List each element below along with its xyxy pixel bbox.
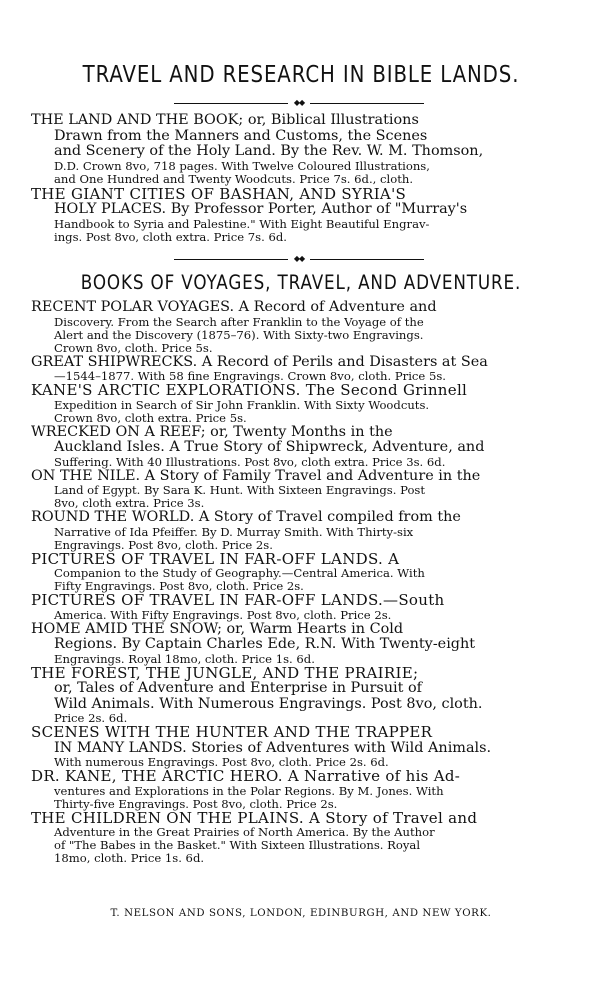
entry-title-line: SCENES WITH THE HUNTER AND THE TRAPPER <box>31 725 433 741</box>
entry-title-line: THE LAND AND THE BOOK; or, Biblical Illustrations <box>31 113 419 128</box>
catalogue-entry <box>31 593 579 622</box>
entry-description-line: Expedition in Search of Sir John Franklin. With Sixty Woodcuts. <box>54 398 430 412</box>
catalogue-entry <box>31 552 579 594</box>
entry-description-line: Adventure in the Great Prairies of North America. By the Author <box>54 826 435 839</box>
entry-description-line: 8vo, cloth extra. Price 3s. <box>54 497 205 510</box>
entry-description-line: Wild Animals. With Numerous Engravings. Post 8vo, cloth. <box>54 696 483 712</box>
catalogue-entry <box>31 355 579 384</box>
ornament-icon: ◆◆ <box>288 255 310 263</box>
entry-description-line: Auckland Isles. A True Story of Shipwreck, Adventure, and <box>54 440 485 455</box>
entry-title-line: DR. KANE, THE ARCTIC HERO. A Narrative of his Ad- <box>31 769 461 785</box>
entry-title-line: RECENT POLAR VOYAGES. A Record of Adventure and <box>31 300 437 315</box>
catalogue-entry <box>31 666 579 726</box>
catalogue-entry <box>31 187 579 245</box>
entry-description-line: Companion to the Study of Geography.—Central America. With <box>54 567 425 580</box>
entry-description-line: Discovery. From the Search after Franklin to the Voyage of the <box>54 315 424 329</box>
entry-description-line: Crown 8vo, cloth. Price 5s. <box>54 341 213 355</box>
entry-description-line: Land of Egypt. By Sara K. Hunt. With Sixteen Engravings. Post <box>54 484 426 497</box>
ornamental-divider <box>174 254 424 263</box>
ornamental-divider <box>174 98 424 107</box>
entry-description-line: Alert and the Discovery (1875–76). With Sixty-two Engravings. <box>54 328 424 342</box>
entry-description-line: of "The Babes in the Basket." With Sixteen Illustrations. Royal <box>54 839 421 852</box>
section-heading-voyages: BOOKS OF VOYAGES, TRAVEL, AND ADVENTURE. <box>80 271 522 294</box>
entry-description-line: Crown 8vo, cloth extra. Price 5s. <box>54 411 247 425</box>
entry-description-line: Drawn from the Manners and Customs, the Scenes <box>54 128 428 144</box>
entry-description-line: Handbook to Syria and Palestine." With Eight Beautiful Engrav- <box>54 217 430 231</box>
entry-title-line: PICTURES OF TRAVEL IN FAR-OFF LANDS.—South <box>31 593 445 609</box>
entry-description-line: 18mo, cloth. Price 1s. 6d. <box>54 852 205 865</box>
entry-description-line: HOLY PLACES. By Professor Porter, Author of "Murray's <box>54 202 468 218</box>
catalogue-entry <box>31 725 579 769</box>
entry-title-line: THE FOREST, THE JUNGLE, AND THE PRAIRIE; <box>31 665 419 681</box>
voyages-list <box>31 300 579 865</box>
entry-description-line: America. With Fifty Engravings. Post 8vo, cloth. Price 2s. <box>54 608 392 622</box>
entry-title-line: HOME AMID THE SNOW; or, Warm Hearts in Cold <box>31 621 404 637</box>
catalogue-entry <box>31 769 579 811</box>
catalogue-entry <box>31 469 579 511</box>
entry-description-line: Narrative of Ida Pfeiffer. By D. Murray Smith. With Thirty-six <box>54 525 414 539</box>
entry-title-line: GREAT SHIPWRECKS. A Record of Perils and Disasters at Sea <box>31 354 488 370</box>
entry-description-line: Suffering. With 40 Illustrations. Post 8vo, cloth extra. Price 3s. 6d. <box>54 455 446 469</box>
entry-description-line: and Scenery of the Holy Land. By the Rev. W. M. Thomson, <box>54 144 484 159</box>
catalogue-entry <box>31 383 579 425</box>
entry-description-line: With numerous Engravings. Post 8vo, cloth. Price 2s. 6d. <box>54 756 389 769</box>
entry-title-line: THE CHILDREN ON THE PLAINS. A Story of Travel and <box>31 810 478 826</box>
publisher-footer: T. NELSON AND SONS, LONDON, EDINBURGH, AND NEW YORK. <box>110 908 492 919</box>
catalogue-entry <box>31 425 579 469</box>
entry-description-line: Fifty Engravings. Post 8vo, cloth. Price 2s. <box>54 580 304 593</box>
section-heading-bible-lands: TRAVEL AND RESEARCH IN BIBLE LANDS. <box>82 62 520 88</box>
entry-description-line: Engravings. Post 8vo, cloth. Price 2s. <box>54 538 273 552</box>
entry-title-line: THE GIANT CITIES OF BASHAN, AND SYRIA'S <box>31 186 407 203</box>
entry-title-line: WRECKED ON A REEF; or, Twenty Months in the <box>31 424 393 440</box>
entry-description-line: D.D. Crown 8vo, 718 pages. With Twelve Coloured Illustrations, <box>54 159 430 173</box>
entry-description-line: ings. Post 8vo, cloth extra. Price 7s. 6d. <box>54 231 287 245</box>
ornament-icon: ◆◆ <box>288 99 310 107</box>
entry-title-line: ROUND THE WORLD. A Story of Travel compiled from the <box>31 510 461 525</box>
catalogue-entry <box>31 510 579 552</box>
entry-title-line: ON THE NILE. A Story of Family Travel and Adventure in the <box>31 468 481 484</box>
entry-description-line: —1544–1877. With 58 fine Engravings. Crown 8vo, cloth. Price 5s. <box>54 370 446 383</box>
entry-description-line: or, Tales of Adventure and Enterprise in Pursuit of <box>54 681 422 696</box>
entry-title-line: KANE'S ARCTIC EXPLORATIONS. The Second Grinnell <box>31 383 468 399</box>
entry-title-line: PICTURES OF TRAVEL IN FAR-OFF LANDS. A <box>31 551 400 567</box>
entry-description-line: Price 2s. 6d. <box>54 712 128 725</box>
catalogue-entry <box>31 300 579 355</box>
entry-description-line: Regions. By Captain Charles Ede, R.N. With Twenty-eight <box>54 637 476 652</box>
entry-description-line: Engravings. Royal 18mo, cloth. Price 1s. 6d. <box>54 652 315 666</box>
catalogue-entry <box>31 113 579 187</box>
entry-description-line: and One Hundred and Twenty Woodcuts. Price 7s. 6d., cloth. <box>54 173 414 187</box>
catalogue-entry <box>31 811 579 866</box>
catalogue-entry <box>31 622 579 666</box>
bible-lands-list <box>31 113 579 245</box>
entry-description-line: IN MANY LANDS. Stories of Adventures with Wild Animals. <box>54 740 492 756</box>
entry-description-line: ventures and Explorations in the Polar Regions. By M. Jones. With <box>54 784 444 798</box>
entry-description-line: Thirty-five Engravings. Post 8vo, cloth. Price 2s. <box>54 797 338 811</box>
